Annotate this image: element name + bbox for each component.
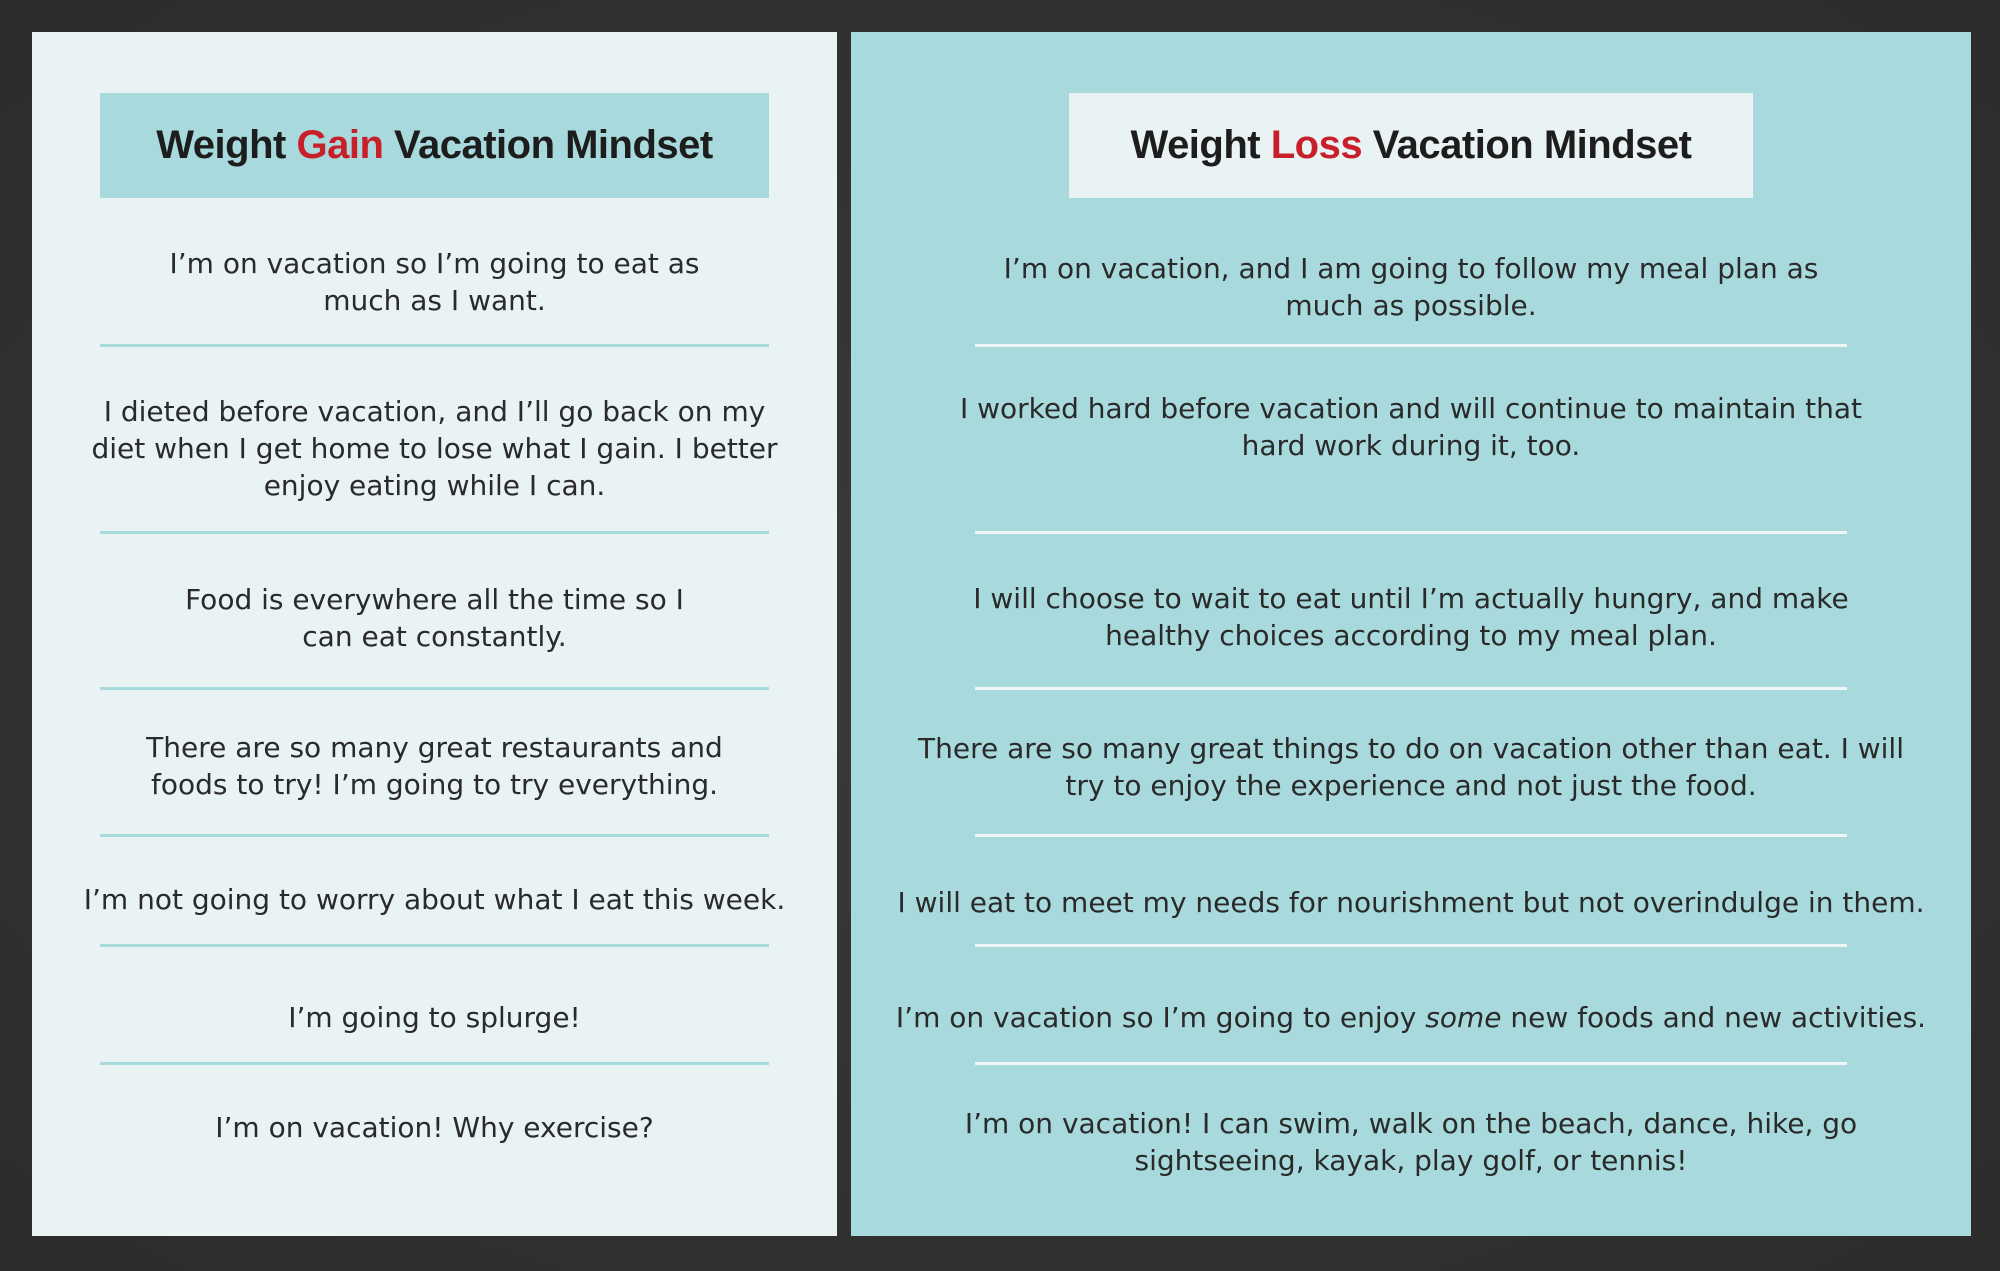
loss-divider-5	[975, 944, 1847, 947]
loss-item-7	[891, 1077, 1931, 1207]
loss-item-4-line-2: try to enjoy the experience and not just the food.	[1065, 769, 1757, 802]
loss-divider-3	[975, 687, 1847, 690]
loss-divider-4	[975, 834, 1847, 837]
loss-item-3	[891, 552, 1931, 682]
loss-divider-1	[975, 344, 1847, 347]
weight-gain-panel	[32, 32, 837, 1236]
loss-divider-6	[975, 1062, 1847, 1065]
gain-item-3-line-2: can eat constantly.	[302, 620, 567, 653]
gain-item-2-line-2: diet when I get home to lose what I gain. I better	[91, 431, 778, 465]
loss-item-1	[891, 232, 1931, 342]
gain-item-4	[72, 702, 797, 830]
gain-item-1-line-1: I’m on vacation so I’m going to eat as	[169, 247, 700, 280]
gain-item-1-line-2: much as I want.	[323, 284, 546, 317]
loss-item-1-line-1: I’m on vacation, and I am going to follow my meal plan as	[1003, 252, 1819, 285]
weight-gain-title-box	[100, 93, 769, 198]
gain-item-3-line-1: Food is everywhere all the time so I	[185, 583, 684, 616]
loss-divider-2	[975, 531, 1847, 534]
loss-item-6-before: I’m on vacation so I’m going to enjoy	[895, 1000, 1426, 1034]
weight-loss-title-before: Weight	[1130, 123, 1271, 167]
weight-loss-title-after: Vacation Mindset	[1362, 123, 1692, 167]
gain-divider-6	[100, 1062, 769, 1065]
loss-item-5-line-1: I will eat to meet my needs for nourishment but not overindulge in them.	[897, 885, 1925, 919]
gain-item-3	[72, 552, 797, 684]
loss-item-6-after: new foods and new activities.	[1501, 1000, 1927, 1034]
loss-item-3-line-2: healthy choices according to my meal plan.	[1105, 619, 1717, 652]
gain-item-2	[72, 362, 797, 534]
gain-item-6	[72, 962, 797, 1072]
weight-loss-title-box	[1069, 93, 1753, 198]
gain-divider-4	[100, 834, 769, 837]
loss-item-6-line-1	[896, 999, 1926, 1036]
gain-item-7-line-1: I’m on vacation! Why exercise?	[215, 1110, 654, 1144]
gain-divider-2	[100, 531, 769, 534]
weight-loss-panel	[851, 32, 1971, 1236]
loss-item-6-emphasis: some	[1425, 1000, 1502, 1034]
loss-item-4-line-1: There are so many great things to do on vacation other than eat. I will	[918, 732, 1904, 765]
loss-item-2	[891, 362, 1931, 492]
loss-item-3-line-1: I will choose to wait to eat until I’m actually hungry, and make	[973, 582, 1849, 615]
gain-item-5	[72, 852, 797, 946]
gain-item-4-line-2: foods to try! I’m going to try everything.	[150, 768, 718, 801]
gain-item-2-line-1: I dieted before vacation, and I’ll go back on my	[103, 394, 766, 428]
gain-item-1	[72, 228, 797, 336]
gain-divider-3	[100, 687, 769, 690]
gain-item-7	[72, 1077, 797, 1177]
loss-item-4	[891, 702, 1931, 832]
gain-item-6-line-1: I’m going to splurge!	[288, 1000, 581, 1034]
loss-item-2-line-2: hard work during it, too.	[1241, 429, 1581, 462]
gain-item-2-line-3: enjoy eating while I can.	[263, 468, 606, 502]
loss-item-5	[891, 852, 1931, 952]
gain-divider-5	[100, 944, 769, 947]
weight-gain-title	[156, 123, 712, 168]
gain-item-5-line-1: I’m not going to worry about what I eat this week.	[83, 882, 786, 916]
weight-loss-title	[1131, 123, 1692, 168]
weight-gain-title-accent: Gain	[296, 123, 384, 167]
loss-item-7-line-2: sightseeing, kayak, play golf, or tennis!	[1134, 1144, 1688, 1177]
loss-item-7-line-1: I’m on vacation! I can swim, walk on the beach, dance, hike, go	[964, 1107, 1858, 1140]
loss-item-1-line-2: much as possible.	[1285, 289, 1537, 322]
gain-divider-1	[100, 344, 769, 347]
weight-gain-title-after: Vacation Mindset	[383, 123, 713, 167]
gain-item-4-line-1: There are so many great restaurants and	[146, 731, 723, 764]
weight-gain-title-before: Weight	[156, 123, 297, 167]
loss-item-6	[891, 962, 1931, 1072]
loss-item-2-line-1: I worked hard before vacation and will continue to maintain that	[959, 392, 1862, 425]
weight-loss-title-accent: Loss	[1270, 123, 1363, 167]
